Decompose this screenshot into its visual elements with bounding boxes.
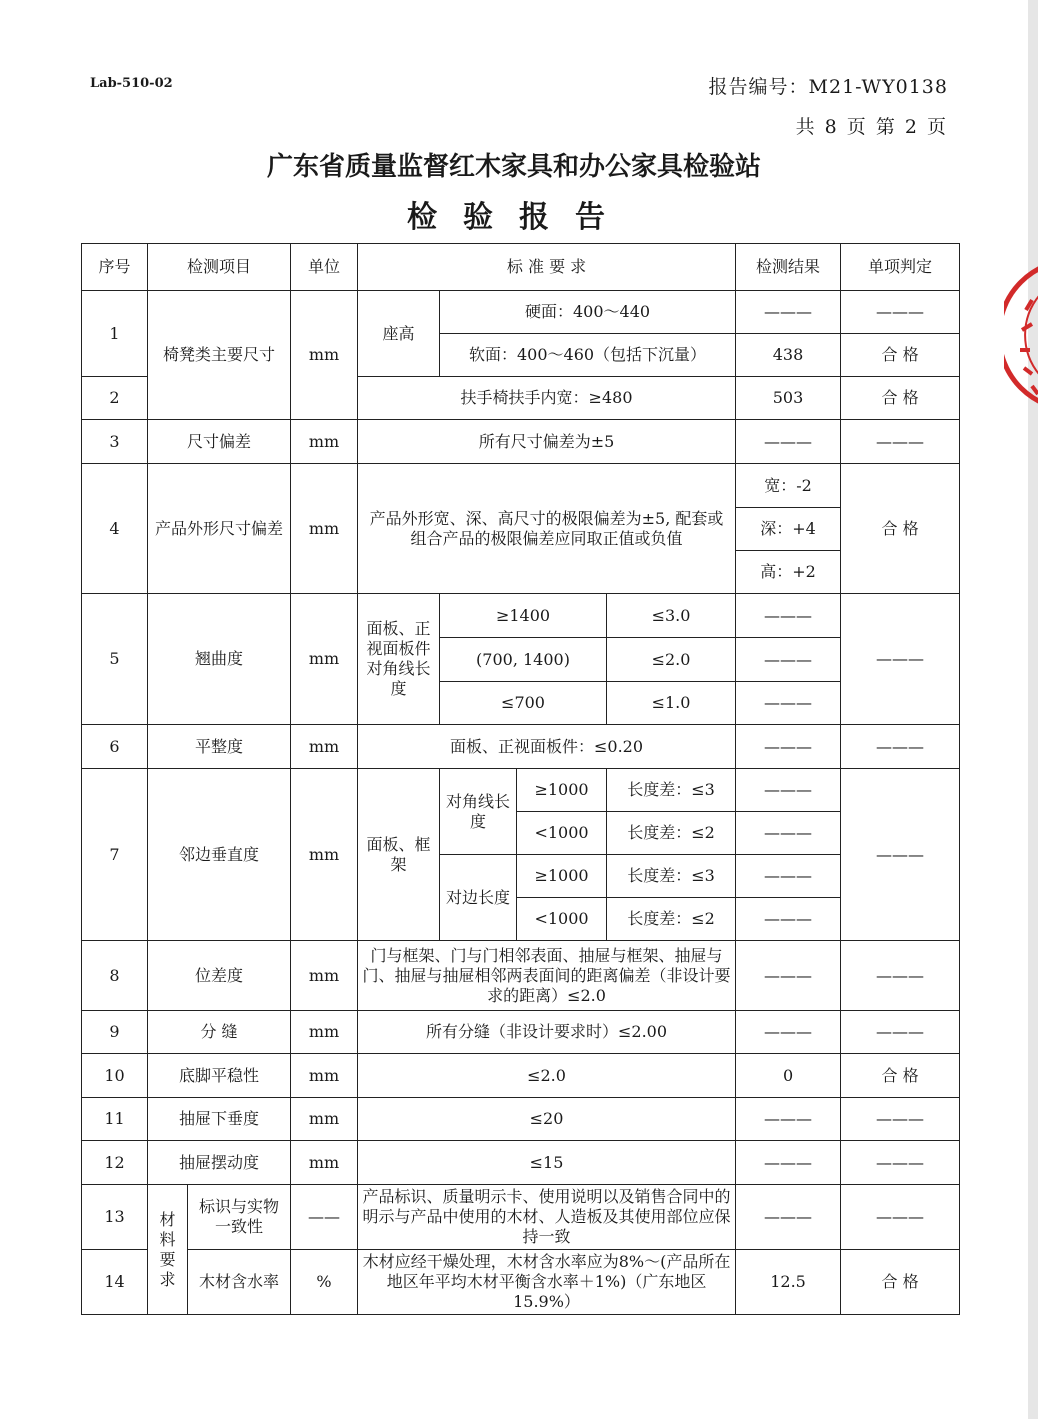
form-code: Lab-510-02 [90,76,173,91]
unit-cell: % [291,1250,358,1315]
result-cell: 503 [736,377,841,420]
seq-cell: 5 [82,594,148,725]
requirement-cell: ≤20 [358,1098,736,1141]
verdict-cell: ——— [841,1185,960,1250]
unit-cell: mm [291,594,358,725]
seq-cell: 6 [82,725,148,769]
result-cell: ——— [736,855,841,898]
result-cell: 0 [736,1054,841,1098]
requirement-cell: 产品外形宽、深、高尺寸的极限偏差为±5, 配套或组合产品的极限偏差应同取正值或负值 [358,464,736,594]
inspection-table [81,243,960,1315]
item-cell: 翘曲度 [148,594,291,725]
document-title: 检验报告 [407,200,631,235]
result-cell: ——— [736,812,841,855]
table-row [82,594,960,638]
unit-cell: mm [291,1098,358,1141]
result-cell: ——— [736,941,841,1011]
header-item: 检测项目 [148,244,291,291]
requirement-cell: 木材应经干燥处理，木材含水率应为8%～(产品所在地区年平均木材平衡含水率＋1%)（广东地区15.9%） [358,1250,736,1315]
verdict-cell: ——— [841,769,960,941]
sub-item-cell: 座高 [358,291,440,377]
requirement-cell: 软面：400～460（包括下沉量） [440,334,736,377]
table-row [82,1054,960,1098]
item-cell: 抽屉下垂度 [148,1098,291,1141]
header-seq: 序号 [82,244,148,291]
page-info: 共 8 页 第 2 页 [795,116,948,138]
group-cell: 对边长度 [440,855,517,941]
requirement-cell: 所有尺寸偏差为±5 [358,420,736,464]
requirement-cell: 所有分缝（非设计要求时）≤2.00 [358,1011,736,1054]
result-cell: ——— [736,1098,841,1141]
requirement-cell: 长度差：≤3 [607,769,736,812]
requirement-cell: 面板、正视面板件：≤0.20 [358,725,736,769]
result-cell: 12.5 [736,1250,841,1315]
verdict-cell: 合 格 [841,1054,960,1098]
header-unit: 单位 [291,244,358,291]
result-cell: ——— [736,594,841,638]
verdict-cell: ——— [841,1098,960,1141]
organization-name: 广东省质量监督红木家具和办公家具检验站 [266,152,761,182]
requirement-cell: ≤2.0 [607,638,736,682]
result-cell: ——— [736,638,841,682]
unit-cell: mm [291,291,358,420]
verdict-cell: ——— [841,941,960,1011]
result-cell: ——— [736,898,841,941]
header-requirement: 标 准 要 求 [358,244,736,291]
result-cell: ——— [736,769,841,812]
report-number: 报告编号：M21-WY0138 [708,76,948,98]
table-row [82,1185,960,1250]
item-cell: 分 缝 [148,1011,291,1054]
sub-item-cell: 面板、框架 [358,769,440,941]
table-row [82,1250,960,1315]
requirement-cell: 长度差：≤2 [607,898,736,941]
unit-cell: mm [291,464,358,594]
table-row [82,725,960,769]
requirement-cell: 长度差：≤2 [607,812,736,855]
requirement-cell: ≤2.0 [358,1054,736,1098]
item-cell: 尺寸偏差 [148,420,291,464]
seq-cell: 4 [82,464,148,594]
requirement-cell: ≤15 [358,1141,736,1185]
table-row [82,941,960,1011]
seq-cell: 13 [82,1185,148,1250]
item-cell: 产品外形尺寸偏差 [148,464,291,594]
seq-cell: 10 [82,1054,148,1098]
item-cell: 标识与实物一致性 [188,1185,291,1250]
unit-cell: mm [291,1054,358,1098]
result-cell: ——— [736,1185,841,1250]
unit-cell: mm [291,1141,358,1185]
seq-cell: 11 [82,1098,148,1141]
seq-cell: 9 [82,1011,148,1054]
result-cell: 深：+4 [736,508,841,551]
result-cell: 438 [736,334,841,377]
verdict-cell: ——— [841,594,960,725]
group-cell: 材料要求 [148,1185,188,1315]
seq-cell: 12 [82,1141,148,1185]
requirement-cell: 扶手椅扶手内宽：≥480 [358,377,736,420]
requirement-cell: <1000 [517,898,607,941]
verdict-cell: 合 格 [841,334,960,377]
item-cell: 位差度 [148,941,291,1011]
unit-cell: mm [291,420,358,464]
sub-item-cell: 面板、正视面板件对角线长度 [358,594,440,725]
table-row [82,1098,960,1141]
table-row [82,291,960,334]
verdict-cell: ——— [841,1011,960,1054]
unit-cell: mm [291,941,358,1011]
seq-cell: 2 [82,377,148,420]
verdict-cell: 合 格 [841,464,960,594]
header-result: 检测结果 [736,244,841,291]
table-header-row [82,244,960,291]
result-cell: ——— [736,1011,841,1054]
seq-cell: 1 [82,291,148,377]
verdict-cell: ——— [841,1141,960,1185]
requirement-cell: <1000 [517,812,607,855]
table-row [82,464,960,508]
table-row [82,1141,960,1185]
requirement-cell: ≤1.0 [607,682,736,725]
unit-cell: mm [291,725,358,769]
result-cell: 高：+2 [736,551,841,594]
requirement-cell: ≥1000 [517,855,607,898]
official-seal-icon [1004,250,1038,420]
unit-cell: mm [291,769,358,941]
item-cell: 邻边垂直度 [148,769,291,941]
unit-cell: —— [291,1185,358,1250]
verdict-cell: ——— [841,291,960,334]
result-cell: ——— [736,420,841,464]
verdict-cell: 合 格 [841,1250,960,1315]
requirement-cell: 硬面：400～440 [440,291,736,334]
requirement-cell: ≥1000 [517,769,607,812]
unit-cell: mm [291,1011,358,1054]
result-cell: 宽：-2 [736,464,841,508]
result-cell: ——— [736,725,841,769]
item-cell: 木材含水率 [188,1250,291,1315]
seq-cell: 3 [82,420,148,464]
requirement-cell: (700, 1400) [440,638,607,682]
group-cell: 对角线长度 [440,769,517,855]
header-verdict: 单项判定 [841,244,960,291]
item-cell: 平整度 [148,725,291,769]
requirement-cell: ≤3.0 [607,594,736,638]
seq-cell: 14 [82,1250,148,1315]
seq-cell: 7 [82,769,148,941]
table-row [82,1011,960,1054]
verdict-cell: ——— [841,725,960,769]
verdict-cell: ——— [841,420,960,464]
requirement-cell: 门与框架、门与门相邻表面、抽屉与框架、抽屉与门、抽屉与抽屉相邻两表面间的距离偏差（非设计要求的距离）≤2.0 [358,941,736,1011]
result-cell: ——— [736,291,841,334]
requirement-cell: 长度差：≤3 [607,855,736,898]
requirement-cell: 产品标识、质量明示卡、使用说明以及销售合同中的明示与产品中使用的木材、人造板及其使用部位应保持一致 [358,1185,736,1250]
verdict-cell: 合 格 [841,377,960,420]
requirement-cell: ≥1400 [440,594,607,638]
table-row [82,420,960,464]
result-cell: ——— [736,1141,841,1185]
item-cell: 椅凳类主要尺寸 [148,291,291,420]
table-row [82,769,960,812]
seq-cell: 8 [82,941,148,1011]
item-cell: 抽屉摆动度 [148,1141,291,1185]
requirement-cell: ≤700 [440,682,607,725]
result-cell: ——— [736,682,841,725]
item-cell: 底脚平稳性 [148,1054,291,1098]
